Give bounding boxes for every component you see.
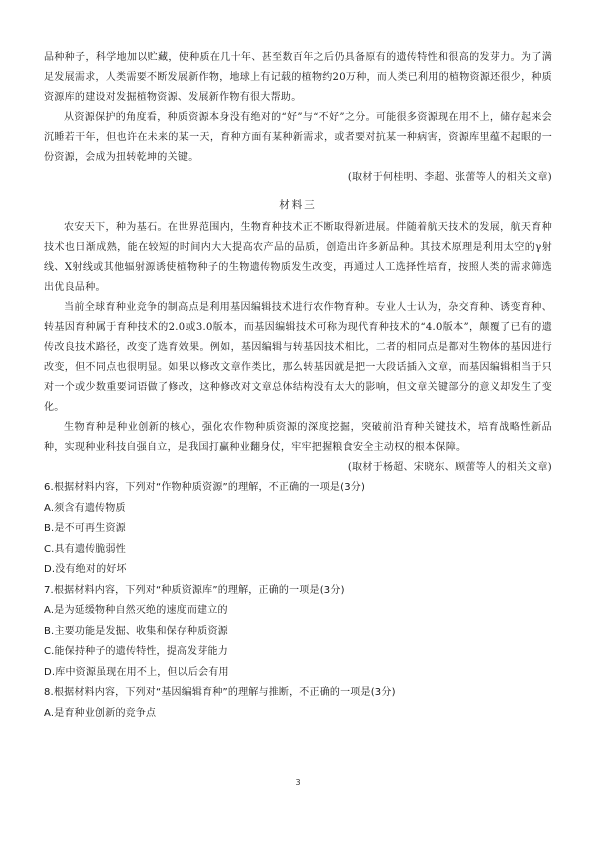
question-8-title: 8.根据材料内容，下列对“基因编辑育种”的理解与推断，不正确的一项是(3分) [44, 687, 396, 698]
paragraph-gene-editing: 当前全球育种业竞争的制高点是利用基因编辑技术进行农作物育种。专业人士认为，杂交育种、诱变育种、转基因育种属于育种技术的2.0或3.0版本，而基因编辑技术可称为现代育种技术的“4.0版本”，颠覆了已有的遗传改良技术路径，改变了选育效果。例如，基因编辑与转基因技术相比，二者的相同点是都对生物体的基因进行改变，但不同点也很明显。如果以修改文章作类比，那么转基因就是把一大段话插入文章，而基因编辑相当于只对一个或少数重要词语做了修改，这种修改对文章总体结构没有太大的影响，但文章关键部分的意义却发生了变化。 [44, 302, 552, 413]
question-7 [44, 581, 552, 684]
question-7-option-a: A.是为延缓物种自然灭绝的速度而建立的 [44, 605, 228, 616]
paragraph-bio-breeding-core: 生物育种是种业创新的核心，强化农作物种质资源的深度挖掘，突破前沿育种关键技术，培育战略性新品种，实现种业科技自强自立，是我国打赢种业翻身仗，牢牢把握粮食安全主动权的根本保障。 [44, 422, 552, 453]
question-6-option-b: B.是不可再生资源 [44, 523, 126, 534]
question-6-option-a: A.须含有遗传物质 [44, 502, 126, 514]
source-citation-2: (取材于杨超、宋晓东、顾蕾等人的相关文章) [347, 462, 552, 473]
source-citation-1: (取材于何桂明、李超、张蕾等人的相关文章) [347, 172, 552, 183]
paragraph-material2-continued: 品种种子，科学地加以贮藏，使种质在几十年、甚至数百年之后仍具备原有的遗传特性和很高的发芽力。为了满足发展需求，人类需要不断发展新作物，地球上有记载的植物约20万种，而人类已利用的植物资源还很少，种质资源库的建设对发掘植物资源、发展新作物有很大帮助。 [44, 52, 552, 103]
question-8 [44, 683, 552, 724]
question-6-option-c: C.具有遗传脆弱性 [44, 543, 126, 555]
paragraph-resource-protection: 从资源保护的角度看，种质资源本身没有绝对的“好”与“不好”之分。可能很多资源现在用不上，储存起来会沉睡若干年，但也许在未来的某一天，育种方面有某种新需求，或者要对抗某一种病害，资源库里蕴不起眼的一份资源，会成为扭转乾坤的关键。 [44, 112, 552, 163]
question-7-option-b: B.主要功能是发掘、收集和保存种质资源 [44, 625, 228, 637]
material-three-heading: 材料三 [279, 199, 317, 211]
page-number: 3 [295, 778, 301, 787]
question-7-title: 7.根据材料内容，下列对“种质资源库”的理解，正确的一项是(3分) [44, 584, 345, 596]
question-7-option-d: D.库中资源虽现在用不上，但以后会有用 [44, 666, 229, 678]
question-6-title: 6.根据材料内容，下列对“作物种质资源”的理解，不正确的一项是(3分) [44, 482, 366, 493]
question-8-option-a: A.是育种业创新的竞争点 [44, 707, 157, 719]
question-6-option-d: D.没有绝对的好坏 [44, 564, 127, 575]
question-7-option-c: C.能保持种子的遗传特性，提高发芽能力 [44, 646, 228, 657]
question-6 [44, 478, 552, 581]
paragraph-space-breeding: 农安天下，种为基石。在世界范围内，生物育种技术正不断取得新进展。伴随着航天技术的发展，航天育种技术也日渐成熟，能在较短的时间内大大提高农产品的品质，创造出许多新品种。其技术原理是利用太空的γ射线、X射线或其他辐射源诱使植物种子的生物遗传物质发生改变，再通过人工选择性培育，按照人类的需求筛选出优良品种。 [44, 222, 552, 293]
document-content [44, 48, 552, 724]
